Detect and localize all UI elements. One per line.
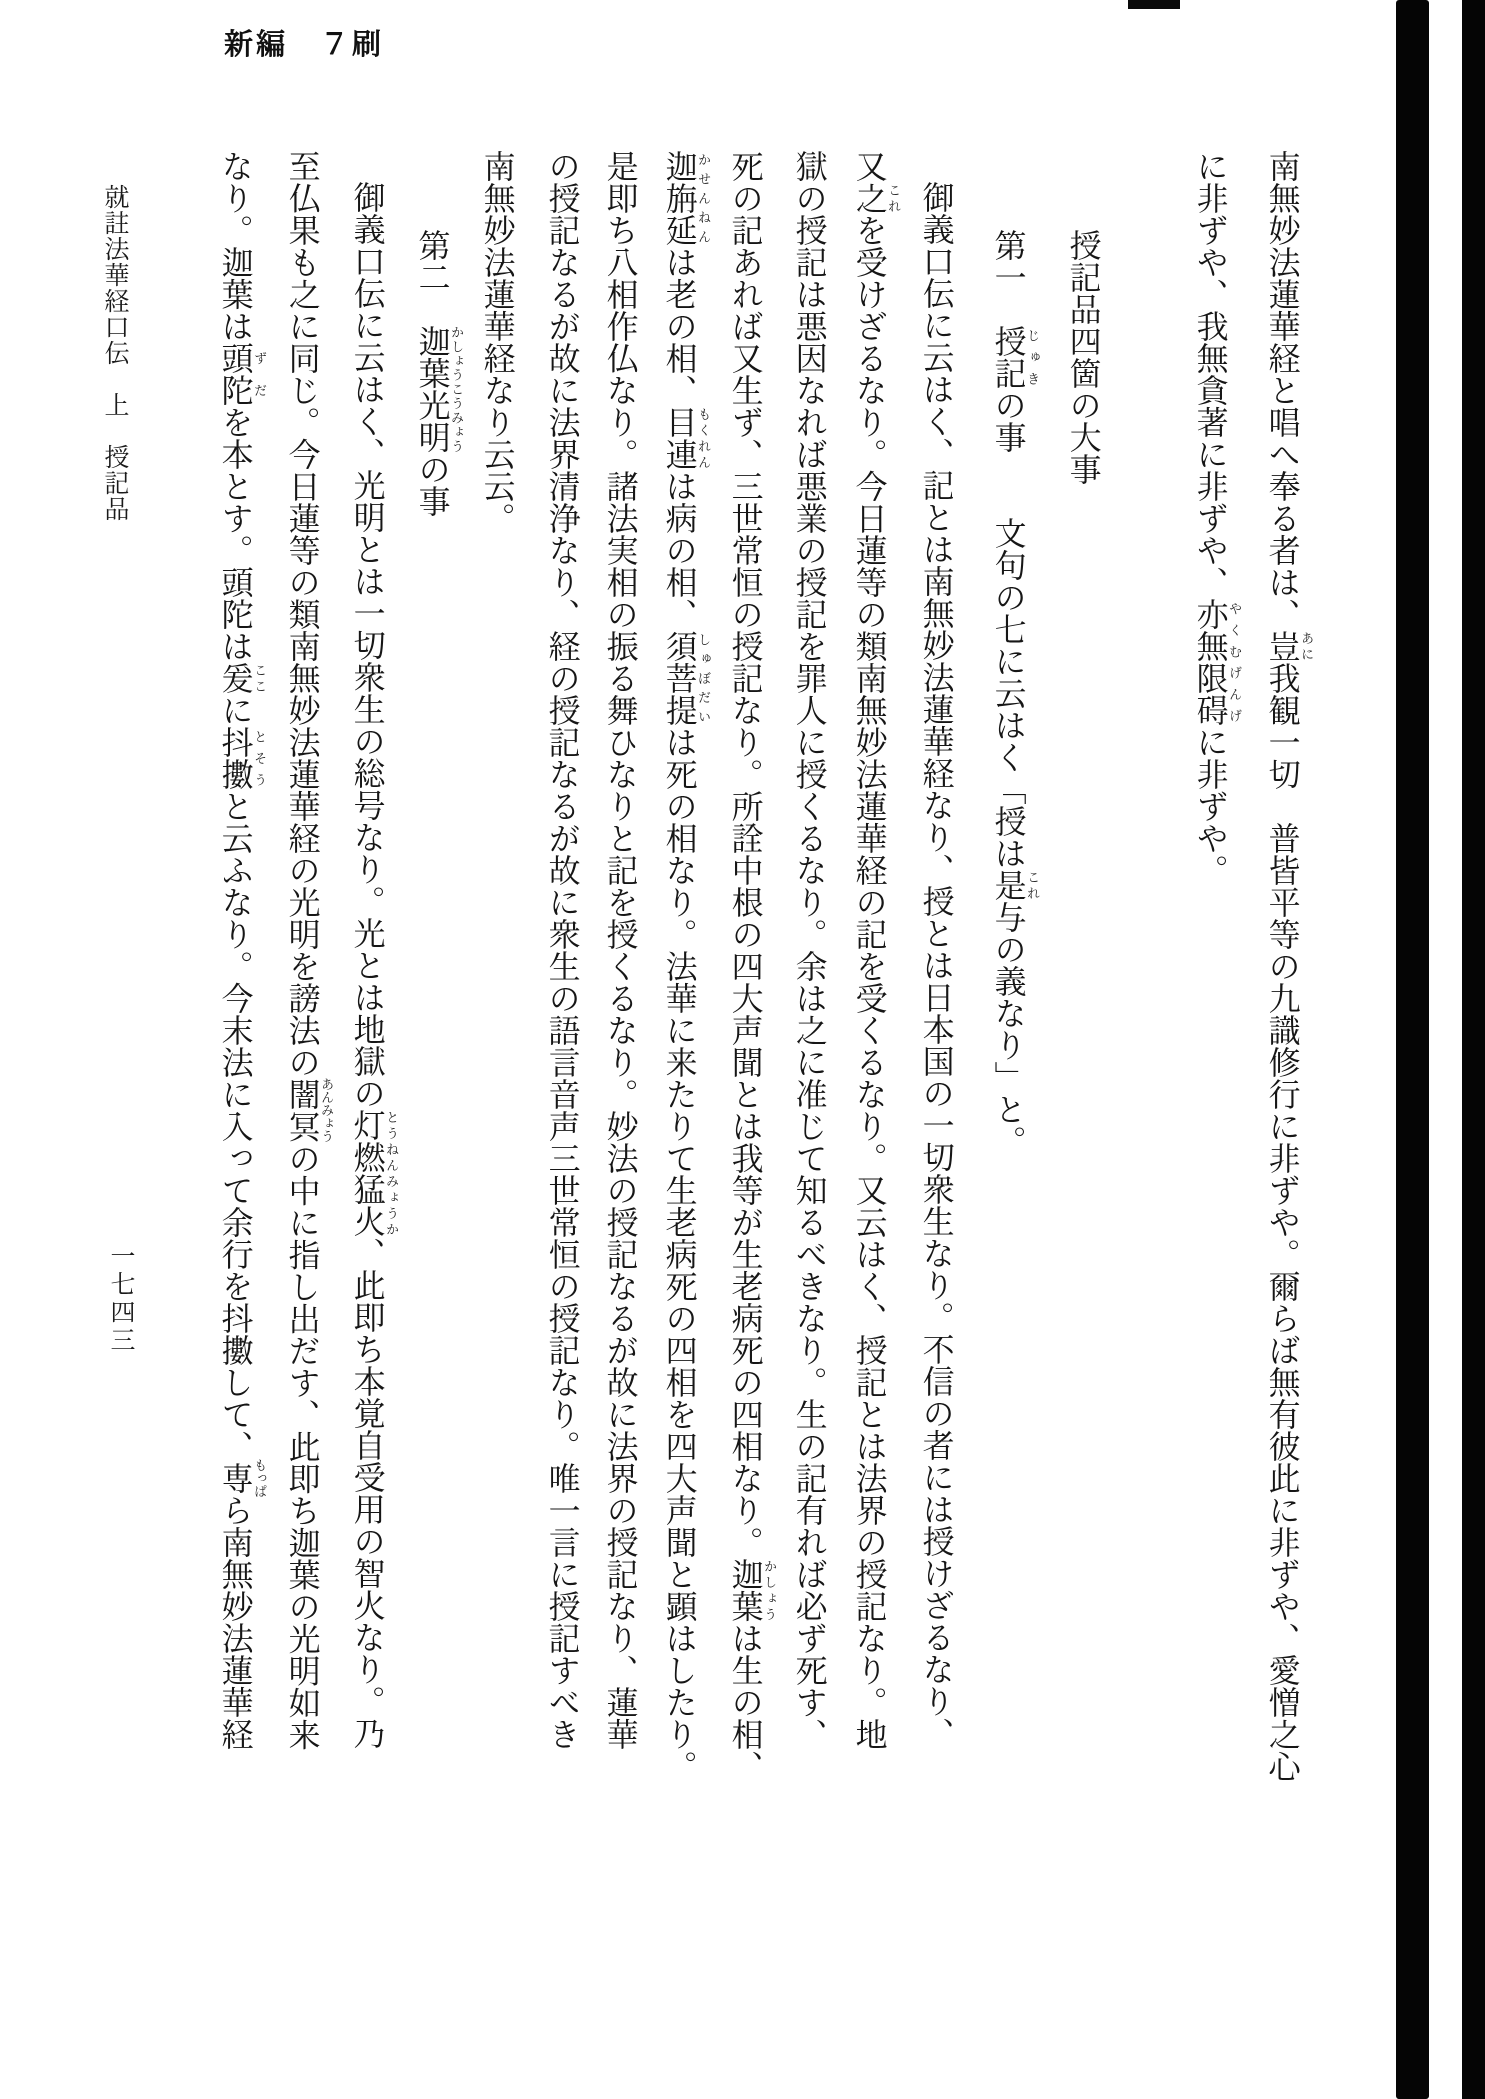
ruby-annotated-word: 須菩提しゅぼだい (660, 630, 711, 726)
text-column-15: 至仏果も之に同じ。今日蓮等の類南無妙法蓮華経の光明を謗法の闇冥あんみょうの中に指し出だす、此即ち迦葉の光明如来 (283, 150, 334, 1751)
text-column-16: なり。迦葉は頭陀ずだを本とす。頭陀は爰ここに抖擻とそうと云ふなり。今末法に入って余行を抖擻して、専もっぱら南無妙法蓮華経 (216, 150, 267, 1750)
scan-artifact-mark (1128, 0, 1180, 9)
text-column-9: 迦旃延かせんねんは老の相、目連もくれんは病の相、須菩提しゅぼだいは死の相なり。法華に来たりて生老病死の四相を四大声聞と顕はしたり。 (660, 150, 711, 1782)
edition-note: 新編 ７刷 (224, 29, 385, 61)
text-column-6: 又之これを受けざるなり。今日蓮等の類南無妙法蓮華経の記を受くるなり。又云はく、授記とは法界の授記なり。地 (850, 150, 901, 1750)
text-column-3: 授記品四箇の大事 (1064, 229, 1103, 485)
ruby-annotated-word: 目連もくれん (660, 406, 711, 470)
text-column-2: に非ずや、我無貪著に非ずや、亦無限碍やくむげんげに非ずや。 (1191, 150, 1242, 886)
running-title: 就註法華経口伝 上 授記品 (101, 184, 130, 522)
ruby-annotated-word: 専もっぱ (216, 1458, 267, 1498)
ruby-annotated-word: 是これ (989, 869, 1040, 901)
ruby-annotated-word: 頭陀ずだ (216, 342, 267, 406)
text-column-7: 獄の授記は悪因なれば悪業の授記を罪人に授くるなり。余は之に准じて知るべきなり。生の記有れば必ず死す、 (790, 150, 829, 1750)
ruby-annotated-word: 亦無限碍やくむげんげ (1191, 598, 1242, 726)
scan-border-inner (1396, 0, 1429, 2099)
text-column-14: 御義口伝に云はく、光明とは一切衆生の総号なり。光とは地獄の灯燃猛火とうねんみょうか、此即ち本覚自受用の智火なり。乃 (348, 181, 399, 1749)
ruby-annotated-word: 迦葉かしょう (726, 1558, 777, 1622)
scan-border-outer (1462, 0, 1485, 2099)
text-column-8: 死の記あれば又生ず、三世常恒の授記なり。所詮中根の四大声聞とは我等が生老病死の四相なり。迦葉かしょうは生の相、 (726, 150, 777, 1782)
page-number: 一七四三 (107, 1243, 136, 1355)
text-column-4: 第一 授記じゅきの事 文句の七に云はく「授は是これ与の義なり」と。 (989, 229, 1040, 1157)
text-column-1: 南無妙法蓮華経と唱へ奉る者は、豈あに我観一切 普皆平等の九識修行に非ずや。爾らば無有彼此に非ずや、愛憎之心 (1263, 150, 1314, 1782)
text-column-11: の授記なるが故に法界清浄なり、経の授記なるが故に衆生の語言音声三世常恒の授記なり。唯一言に授記すべき (543, 150, 582, 1750)
ruby-annotated-word: 迦葉光明かしょうこうみょう (413, 325, 464, 453)
text-column-12: 南無妙法蓮華経なり云云。 (478, 150, 517, 534)
text-column-13: 第二 迦葉光明かしょうこうみょうの事 (413, 229, 464, 517)
text-column-5: 御義口伝に云はく、記とは南無妙法蓮華経なり、授とは日本国の一切衆生なり。不信の者には授けざるなり、 (917, 181, 956, 1749)
ruby-annotated-word: 之これ (850, 182, 901, 214)
ruby-annotated-word: 闇冥あんみょう (283, 1077, 334, 1143)
ruby-annotated-word: 灯燃猛火とうねんみょうか (348, 1109, 399, 1237)
ruby-annotated-word: 爰ここ (216, 662, 267, 694)
ruby-annotated-word: 迦旃延かせんねん (660, 150, 711, 246)
ruby-annotated-word: 豈あに (1263, 630, 1314, 662)
ruby-annotated-word: 授記じゅき (989, 325, 1040, 389)
text-column-10: 是即ち八相作仏なり。諸法実相の振る舞ひなりと記を授くるなり。妙法の授記なるが故に法界の授記なり、蓮華 (601, 150, 640, 1750)
ruby-annotated-word: 抖擻とそう (216, 726, 267, 790)
